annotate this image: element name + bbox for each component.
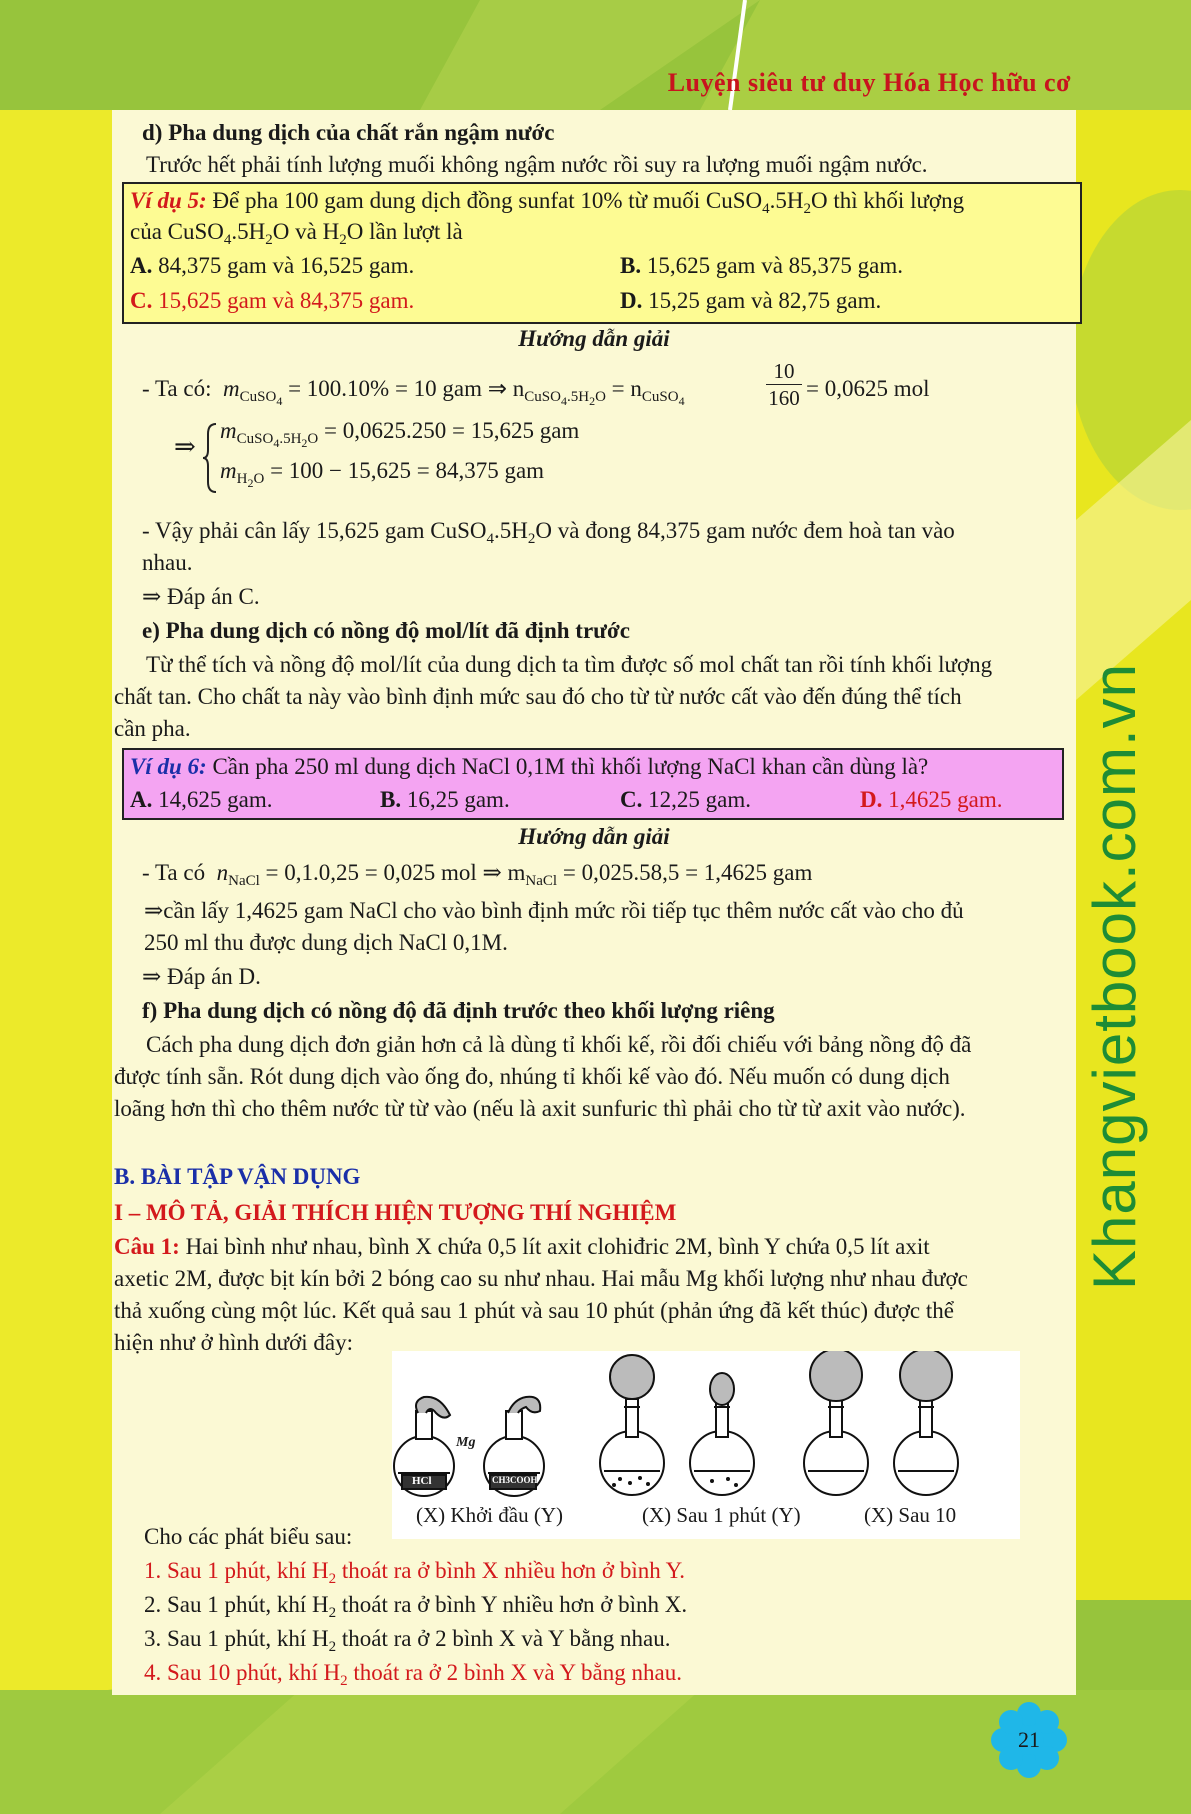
example-5-option-c[interactable]: C. 15,625 gam và 84,375 gam.: [130, 288, 415, 313]
section-d-text: Trước hết phải tính lượng muối không ngậm nước rồi suy ra lượng muối ngậm nước.: [146, 152, 928, 177]
question-1-line4: hiện như ở hình dưới đây:: [114, 1330, 353, 1355]
guide-heading-5: Hướng dẫn giải: [518, 326, 670, 351]
example-5-option-a[interactable]: A. 84,375 gam và 16,525 gam.: [130, 253, 415, 278]
solution-6-answer: ⇒ Đáp án D.: [142, 964, 261, 989]
statement-3: 3. Sau 1 phút, khí $H_2$ thoát ra ở 2 bình X và Y bằng nhau.: [144, 1626, 671, 1655]
formula-part: O thì khối lượng: [811, 188, 965, 213]
solution-6-line3: 250 ml thu được dung dịch NaCl 0,1M.: [144, 930, 508, 955]
formula-part: .5H: [769, 188, 804, 213]
solution-6-line2: ⇒cần lấy 1,4625 gam NaCl cho vào bình định mức rồi tiếp tục thêm nước cất vào cho đủ: [144, 898, 964, 923]
subscript: 2: [803, 201, 812, 217]
header-title: Luyện siêu tư duy Hóa Học hữu cơ: [667, 68, 1071, 97]
example-6-option-b[interactable]: B. 16,25 gam.: [380, 787, 510, 812]
example-5-option-b[interactable]: B. 15,625 gam và 85,375 gam.: [620, 253, 903, 278]
example-5-question: Để pha 100 gam dung dịch đồng sunfat 10% từ muối CuSO: [212, 188, 763, 213]
statements-intro: Cho các phát biểu sau:: [144, 1524, 353, 1549]
question-1-line3: thả xuống cùng một lúc. Kết quả sau 1 phút và sau 10 phút (phản ứng đã kết thúc) được thể: [114, 1298, 954, 1323]
ch3cooh-label: CH3COOH: [492, 1475, 538, 1485]
implies-arrow: ⇒: [174, 432, 196, 461]
example-5-label: Ví dụ 5:: [130, 188, 207, 213]
formula-part: O và H: [272, 219, 340, 244]
section-f-text2: được tính sẵn. Rót dung dịch vào ống đo, nhúng tỉ khối kế vào đó. Nếu muốn có dung dịch: [114, 1064, 950, 1089]
question-1-line2: axetic 2M, được bịt kín bởi 2 bóng cao su như nhau. Hai mẫu Mg khối lượng như nhau được: [114, 1266, 968, 1291]
example-6-question: Cần pha 250 ml dung dịch NaCl 0,1M thì khối lượng NaCl khan cần dùng là?: [212, 754, 929, 779]
solution-5-conclusion: - Vậy phải cân lấy 15,625 gam $CuSO_4.5H_2O$ và đong 84,375 gam nước đem hoà tan vào: [142, 518, 955, 547]
system-line1: $m_{CuSO4.5H2O} = 0,0625.250 = 15,625$ gam: [220, 418, 580, 450]
caption-10-minutes: (X) Sau 10: [864, 1503, 957, 1527]
caption-start: (X) Khởi đầu (Y): [416, 1503, 563, 1527]
subscript: 4: [223, 232, 232, 248]
caption-1-minute: (X) Sau 1 phút (Y): [642, 1503, 801, 1527]
solution-6-line1: - Ta có $n_{NaCl} = 0,1.0,25 = 0,025$ mol ⇒ $m_{NaCl} = 0,025.58,5 = 1,4625$ gam: [142, 860, 813, 889]
example-6-label: Ví dụ 6:: [130, 754, 207, 779]
subscript: 2: [339, 232, 347, 248]
guide-heading-6: Hướng dẫn giải: [518, 824, 670, 849]
statement-2: 2. Sau 1 phút, khí $H_2$ thoát ra ở bình Y nhiều hơn ở bình X.: [144, 1592, 688, 1621]
solution-5-answer: ⇒ Đáp án C.: [142, 584, 260, 609]
question-1-text: Hai bình như nhau, bình X chứa 0,5 lít axit clohiđric 2M, bình Y chứa 0,5 lít axit: [185, 1234, 930, 1259]
section-e-heading: e) Pha dung dịch có nồng độ mol/lít đã định trước: [142, 618, 630, 643]
subscript: 4: [762, 201, 770, 217]
statement-1: 1. Sau 1 phút, khí $H_2$ thoát ra ở bình X nhiều hơn ở bình Y.: [144, 1558, 686, 1587]
question-1-line1: [114, 1230, 1078, 1264]
section-f-heading: f) Pha dung dịch có nồng độ đã định trước theo khối lượng riêng: [142, 998, 775, 1023]
example-6-option-c[interactable]: C. 12,25 gam.: [620, 787, 751, 812]
example-5-option-d[interactable]: D. 15,25 gam và 82,75 gam.: [620, 288, 882, 313]
section-f-text1: Cách pha dung dịch đơn giản hơn cả là dùng tỉ khối kế, rồi đối chiếu với bảng nồng độ đã: [146, 1032, 972, 1057]
section-e-text3: cần pha.: [114, 716, 191, 741]
statement-4: 4. Sau 10 phút, khí $H_2$ thoát ra ở 2 bình X và Y bằng nhau.: [144, 1660, 682, 1689]
section-i-heading: I – MÔ TẢ, GIẢI THÍCH HIỆN TƯỢNG THÍ NGHIỆM: [114, 1200, 677, 1225]
fraction-denominator: 160: [766, 384, 802, 411]
example-6-box: [122, 748, 1064, 820]
question-1-label: Câu 1:: [114, 1234, 180, 1259]
solution-5-line1: - Ta có: $m_{CuSO4} = 100.10\% = 10$ gam ⇒ $n_{CuSO4.5H2O} = n_{CuSO4}$: [142, 376, 685, 408]
section-b-heading: B. BÀI TẬP VẬN DỤNG: [114, 1164, 361, 1189]
formula-part: O lần lượt là: [346, 219, 463, 244]
system-line2: $m_{H2O} = 100 - 15,625 = 84,375$ gam: [220, 458, 545, 490]
section-e-text1: Từ thể tích và nồng độ mol/lít của dung dịch ta tìm được số mol chất tan rồi tính khối lượng: [146, 652, 993, 677]
solution-5-result: = 0,0625 mol: [806, 376, 930, 401]
experiment-figure: [392, 1351, 1020, 1539]
hcl-label: HCl: [412, 1475, 432, 1487]
mg-label: Mg: [456, 1435, 476, 1450]
system-brace: [202, 422, 220, 494]
example-6-option-d[interactable]: D. 1,4625 gam.: [860, 787, 1003, 812]
solution-5-conclusion-line2: nhau.: [142, 550, 193, 575]
fraction: [766, 358, 802, 411]
section-e-text2: chất tan. Cho chất ta này vào bình định mức sau đó cho từ từ nước cất vào đến đúng thể tích: [114, 684, 962, 709]
example-6-option-a[interactable]: A. 14,625 gam.: [130, 787, 273, 812]
fraction-numerator: 10: [773, 359, 795, 383]
example-5-question-line2: của CuSO: [130, 219, 224, 244]
flasks-illustration: [392, 1351, 1020, 1501]
subscript: 2: [265, 232, 273, 248]
section-d-heading: d) Pha dung dịch của chất rắn ngậm nước: [142, 120, 555, 145]
example-5-box: [122, 182, 1082, 324]
side-watermark: Khangvietbook.com.vn: [1081, 662, 1148, 1290]
formula-part: .5H: [231, 219, 266, 244]
page-number: 21: [1018, 1727, 1040, 1752]
section-f-text3: loãng hơn thì cho thêm nước từ từ vào (nếu là axit sunfuric thì phải cho từ từ axit vào nước).: [114, 1096, 966, 1121]
